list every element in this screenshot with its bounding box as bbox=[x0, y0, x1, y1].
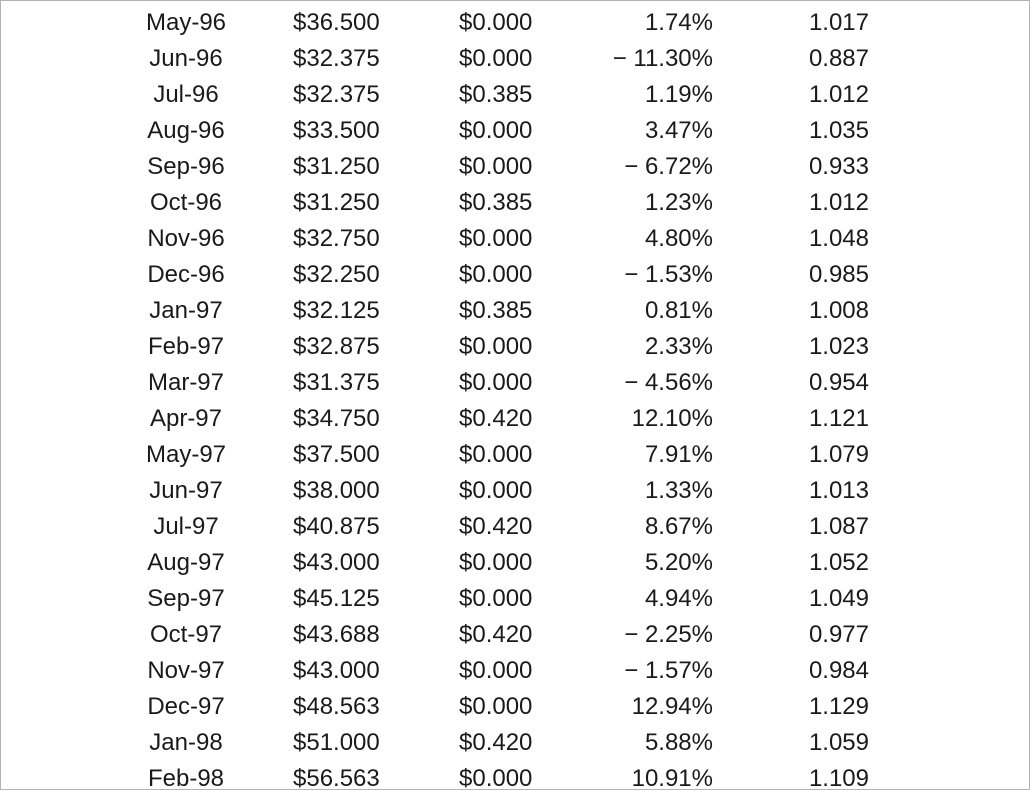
dividend-cell: $0.385 bbox=[459, 189, 533, 216]
relative-cell: 1.012 bbox=[808, 189, 869, 216]
date-cell: Mar-97 bbox=[147, 369, 225, 396]
dividend-cell: $0.000 bbox=[459, 153, 533, 180]
return-cell: 12.94% bbox=[631, 693, 713, 720]
price-cell: $36.500 bbox=[293, 9, 380, 36]
date-cell: Sep-96 bbox=[147, 153, 225, 180]
date-cell: Dec-96 bbox=[147, 261, 225, 288]
dividend-cell: $0.000 bbox=[459, 585, 533, 612]
dividend-cell: $0.000 bbox=[459, 225, 533, 252]
dividend-cell: $0.000 bbox=[459, 45, 533, 72]
relative-cell: 0.984 bbox=[808, 657, 869, 684]
return-cell: 1.19% bbox=[644, 81, 713, 108]
relative-cell: 1.008 bbox=[808, 297, 869, 324]
table-row bbox=[1, 41, 1029, 77]
relative-cell: 1.013 bbox=[808, 477, 869, 504]
table-row bbox=[1, 545, 1029, 581]
return-cell: 1.74% bbox=[644, 9, 713, 36]
relative-cell: 1.035 bbox=[808, 117, 869, 144]
table-row bbox=[1, 617, 1029, 653]
dividend-cell: $0.000 bbox=[459, 261, 533, 288]
price-cell: $32.875 bbox=[293, 333, 380, 360]
relative-cell: 1.049 bbox=[808, 585, 869, 612]
date-cell: Jul-97 bbox=[153, 513, 219, 540]
return-cell: − 1.57% bbox=[624, 657, 713, 684]
price-cell: $43.688 bbox=[293, 621, 380, 648]
return-cell: 1.33% bbox=[644, 477, 713, 504]
relative-cell: 1.023 bbox=[808, 333, 869, 360]
date-cell: Aug-97 bbox=[147, 549, 225, 576]
return-cell: 0.81% bbox=[644, 297, 713, 324]
table-row bbox=[1, 185, 1029, 221]
table-row bbox=[1, 77, 1029, 113]
date-cell: Sep-97 bbox=[147, 585, 225, 612]
dividend-cell: $0.000 bbox=[459, 9, 533, 36]
return-cell: 4.94% bbox=[644, 585, 713, 612]
dividend-cell: $0.385 bbox=[459, 297, 533, 324]
table-row bbox=[1, 293, 1029, 329]
dividend-cell: $0.000 bbox=[459, 369, 533, 396]
date-cell: Dec-97 bbox=[147, 693, 225, 720]
table-row bbox=[1, 329, 1029, 365]
relative-cell: 1.079 bbox=[808, 441, 869, 468]
table-row bbox=[1, 149, 1029, 185]
date-cell: Jun-97 bbox=[149, 477, 223, 504]
relative-cell: 0.954 bbox=[808, 369, 869, 396]
return-cell: − 1.53% bbox=[624, 261, 713, 288]
price-cell: $43.000 bbox=[293, 549, 380, 576]
relative-cell: 1.048 bbox=[808, 225, 869, 252]
date-cell: May-96 bbox=[145, 9, 227, 36]
table-row bbox=[1, 437, 1029, 473]
table-row bbox=[1, 221, 1029, 257]
dividend-cell: $0.000 bbox=[459, 117, 533, 144]
price-cell: $38.000 bbox=[293, 477, 380, 504]
price-cell: $51.000 bbox=[293, 729, 380, 756]
return-cell: 3.47% bbox=[644, 117, 713, 144]
relative-cell: 0.887 bbox=[808, 45, 869, 72]
table-row bbox=[1, 725, 1029, 761]
price-cell: $32.375 bbox=[293, 81, 380, 108]
return-cell: 2.33% bbox=[644, 333, 713, 360]
return-cell: − 11.30% bbox=[612, 45, 713, 72]
dividend-cell: $0.000 bbox=[459, 693, 533, 720]
date-cell: Jun-96 bbox=[149, 45, 223, 72]
return-cell: 5.88% bbox=[644, 729, 713, 756]
price-cell: $32.375 bbox=[293, 45, 380, 72]
dividend-cell: $0.420 bbox=[459, 513, 533, 540]
dividend-cell: $0.000 bbox=[459, 657, 533, 684]
relative-cell: 0.977 bbox=[808, 621, 869, 648]
stock-return-table bbox=[1, 5, 1029, 790]
table-row bbox=[1, 509, 1029, 545]
price-cell: $34.750 bbox=[293, 405, 380, 432]
date-cell: Aug-96 bbox=[147, 117, 225, 144]
dividend-cell: $0.000 bbox=[459, 549, 533, 576]
relative-cell: 0.985 bbox=[808, 261, 869, 288]
return-cell: 5.20% bbox=[644, 549, 713, 576]
date-cell: Nov-96 bbox=[147, 225, 225, 252]
dividend-cell: $0.420 bbox=[459, 729, 533, 756]
date-cell: Nov-97 bbox=[147, 657, 225, 684]
date-cell: May-97 bbox=[145, 441, 227, 468]
date-cell: Feb-97 bbox=[147, 333, 225, 360]
table-row bbox=[1, 257, 1029, 293]
dividend-cell: $0.420 bbox=[459, 621, 533, 648]
return-cell: 1.23% bbox=[644, 189, 713, 216]
price-cell: $37.500 bbox=[293, 441, 380, 468]
table-row bbox=[1, 5, 1029, 41]
table-row bbox=[1, 473, 1029, 509]
table-row bbox=[1, 689, 1029, 725]
price-cell: $32.750 bbox=[293, 225, 380, 252]
relative-cell: 1.121 bbox=[808, 405, 869, 432]
price-cell: $33.500 bbox=[293, 117, 380, 144]
date-cell: Oct-96 bbox=[149, 189, 223, 216]
date-cell: Jan-97 bbox=[149, 297, 223, 324]
return-cell: 7.91% bbox=[644, 441, 713, 468]
table-row bbox=[1, 581, 1029, 617]
relative-cell: 1.109 bbox=[808, 765, 869, 790]
price-cell: $32.250 bbox=[293, 261, 380, 288]
dividend-cell: $0.420 bbox=[459, 405, 533, 432]
price-cell: $48.563 bbox=[293, 693, 380, 720]
table-row bbox=[1, 761, 1029, 790]
price-cell: $45.125 bbox=[293, 585, 380, 612]
table-row bbox=[1, 653, 1029, 689]
relative-cell: 1.059 bbox=[808, 729, 869, 756]
dividend-cell: $0.000 bbox=[459, 477, 533, 504]
date-cell: Jan-98 bbox=[149, 729, 223, 756]
dividend-cell: $0.000 bbox=[459, 441, 533, 468]
dividend-cell: $0.385 bbox=[459, 81, 533, 108]
date-cell: Jul-96 bbox=[153, 81, 219, 108]
return-cell: − 2.25% bbox=[624, 621, 713, 648]
table-row bbox=[1, 401, 1029, 437]
price-cell: $32.125 bbox=[293, 297, 380, 324]
relative-cell: 1.087 bbox=[808, 513, 869, 540]
return-cell: − 4.56% bbox=[624, 369, 713, 396]
return-cell: − 6.72% bbox=[624, 153, 713, 180]
return-cell: 10.91% bbox=[631, 765, 713, 790]
relative-cell: 1.012 bbox=[808, 81, 869, 108]
price-cell: $43.000 bbox=[293, 657, 380, 684]
return-cell: 8.67% bbox=[644, 513, 713, 540]
relative-cell: 1.017 bbox=[808, 9, 869, 36]
price-cell: $56.563 bbox=[293, 765, 380, 790]
table-row bbox=[1, 365, 1029, 401]
price-cell: $40.875 bbox=[293, 513, 380, 540]
price-cell: $31.250 bbox=[293, 153, 380, 180]
relative-cell: 0.933 bbox=[808, 153, 869, 180]
date-cell: Oct-97 bbox=[149, 621, 223, 648]
price-cell: $31.375 bbox=[293, 369, 380, 396]
dividend-cell: $0.000 bbox=[459, 765, 533, 790]
return-cell: 12.10% bbox=[631, 405, 713, 432]
date-cell: Apr-97 bbox=[149, 405, 223, 432]
date-cell: Feb-98 bbox=[147, 765, 225, 790]
relative-cell: 1.052 bbox=[808, 549, 869, 576]
dividend-cell: $0.000 bbox=[459, 333, 533, 360]
relative-cell: 1.129 bbox=[808, 693, 869, 720]
table-row bbox=[1, 113, 1029, 149]
return-cell: 4.80% bbox=[644, 225, 713, 252]
price-cell: $31.250 bbox=[293, 189, 380, 216]
